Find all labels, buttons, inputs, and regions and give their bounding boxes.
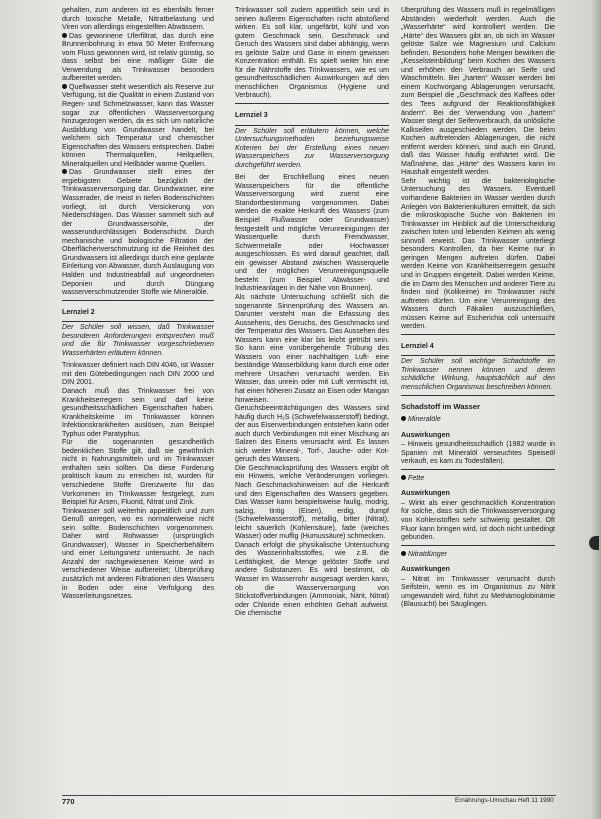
paragraph: Trinkwasser soll zudem appetitlich sein und in seinen äußeren Eigenschaften nicht abstoßend wirken. Es soll klar, ungefärbt, kühl und von gutem Geschmack sein. Geschmack und Geruch des Wassers sind dabei abhängig, wenn es gelöste Salze und Gase in einem gewissen Konzentration enthält. Es spielt weiter hin eine für die Nährstoffe des Trinkwassers, wie es um gesundheitsschädlichen Auswirkungen auf den menschlichen Organismus (Hygiene und Verbrauch). [235, 6, 389, 104]
bullet-icon [401, 551, 406, 556]
paragraph: Überprüfung des Wassers muß in regelmäßigen Abständen wiederholt werden. Auch die „Wasserhärte“ wird kontrolliert werden. Die „Härte“ des Wassers gibt an, ob sich im Wasser gelöste Salze wie Magnesium und Calcium befinden. Besonders hohe Mengen bewirken die „Kesselsteinbildung“ beim Kochen des Wassers und erhöhen den Verbrauch an Seife und Waschmitteln. Bei „harten“ Wasser werden bei einem Kochvorgang Ablagerungen verursacht, zum Beispiel die „Geschmack des Kaffees oder des Tees aufgrund der Reaktionsfähigkeit ändern“. Bei der Verwendung von „hartem“ Wasser steigt der Seifenverbrauch, da unlösliche Kalkseifen ausgeschieden werden. Die beim Kochen auftretenden Ablagerungen, die nicht entfernt werden können, sind auch ein Grund, daß das Wasser häufig enthärtet wird. Die Maßnahme, das „Härte“ des Wassers kann im Haushalt eingestellt werden. [401, 6, 555, 177]
footer-rule [62, 795, 556, 796]
section-heading: Lernziel 3 [235, 111, 268, 120]
paragraph: – Wirkt als einer geschmacklich Konzentration für solche, dass sich die Trinkwasserversorgung von Kohlenstoffen sehr schwierig gestaltet. Oft Fluor kann bringen wird, ist doch nicht unbedingt gebunden. [401, 499, 555, 546]
paragraph: Trinkwasser definiert nach DIN 4046, ist Wasser mit den Gütebedingungen nach DIN 2000 und DIN 2001. [62, 361, 214, 387]
paragraph-text: Das Grundwasser stellt eines der ergiebigsten Gebiete bezüglich der Trinkwasserversorgung dar. Grundwasser, eine Wasserader, die meist in tiefen Bodenschichten vorliegt, ist durch Versickerung von Niederschlägen. Das Wasser sammelt sich auf der Grundwassersohle, der wasserundurchlässigen Bodenschicht. Durch mechanische und biologische Filtration der Oberflächenverschmutzung ist die Reinheit des Grundwassers ist allerdings durch eine geplante Einleitung von Abwasser, durch Auslaugung von Halden und Industrieabfall auf ungeordneten Deponien und durch Düngung wasserverschmutzender Stoffe wie Mineralöle. [62, 168, 214, 297]
text-column-right [401, 6, 555, 796]
bullet-icon [62, 84, 67, 89]
paragraph: Geruchsbeeinträchtigungen des Wassers sind häufig durch H₂S (Schwefelwasserstoff) bedingt, der aus Eisenverbindungen entstehen kann oder auch durch Verbindungen mit einer Mischung an Salzen des Eisens verursacht wird. Es lassen sich weiter Mineral-, Torf-, Jauche- oder Kot-geruch des Wassers. [235, 404, 389, 464]
bullet-icon [401, 475, 406, 480]
learning-objective: Der Schüler soll erläutern können, welche Untersuchungsmethoden beziehungsweise Kriterien bei der Erstellung eines neuen Wasserspeichers zur Wasserversorgung durchgeführt werden. [235, 126, 389, 169]
text-column-left [62, 6, 214, 796]
paragraph-text: Quellwasser steht wesentlich als Reserve zur Verfügung, ist die Qualität in einem Zustand von Regen- und Schmelzwasser, kann das Wasser sogar zur öffentlichen Wasserversorgung hinzugezogen werden, da es sich um natürliche Ausbildung von Grundwasser handelt, bei welchem sich Temperatur und chemischer Eigenschaften des Wassers entsprechen. Dabei können Thermalquellen, Heilquellen, Mineralquellen und Heilbäder warme Quellen. [62, 82, 214, 168]
effects-heading: Auswirkungen [401, 565, 450, 574]
bullet-item [401, 474, 555, 483]
section-heading: Lernziel 4 [401, 341, 434, 350]
bullet-icon [62, 169, 67, 174]
paragraph: Trinkwasser soll weiterhin appetitlich und zum Genuß anregen, wo es normalerweise nicht sein sollte. Bodenschichten vorgenommen. Daher wird Rohwasser (ursprünglich Grundwasser), Wasser in Speicherbehältern und einer Leitungsnetz untersucht. Je nach Anzahl der nachgewiesenen Keime wird in verschiedener Weise aufbereitet; Überprüfung zusätzlich mit anderen Filtrationen des Wassers in Boden oder eine Verfolgung des Wasserleitungsnetzes. [62, 506, 214, 601]
paragraph: Danach erfolgt die physikalische Untersuchung des Wasserinhaltsstoffes, wie z.B. die Leitfähigkeit, die Menge gelöster Stoffe und andere Substanzen. Es wird bestimmt, ob Wasser im Wasserrohr ausgesagt werden kann, ob die Wasserversorgung von Stickstoffverbindungen (Ammoniak, Nitrit, Nitrat) oder Chloride einen erhöhten Gehalt aufweist. Die chemische [235, 540, 389, 618]
paragraph-text: Das gewonnene Uferfiltrat, das durch eine Brunnenbohrung in etwa 50 Meter Entfernung vom Fluss gewonnen wird, ist relativ günstig, so dass selbst bei eine mäßiger Güte die Verwendung als Trinkwasser besonders aufbereitet werden. [62, 31, 214, 83]
paragraph: Danach muß das Trinkwasser frei von Krankheitserregern sein und darf keine gesundheitsschädlichen Eigenschaften haben. Krankheitskeime im Trinkwasser können Infektionskrankheiten auslösen, zum Beispiel Typhus oder Paratyphus. [62, 386, 214, 438]
item-label: Fette [408, 473, 425, 482]
bullet-paragraph [62, 83, 214, 168]
learning-objective: Der Schüler soll wichtige Schadstoffe im Trinkwasser nennen können und deren schädliche Wirkung, hauptsächlich auf den menschlichen Organismus beschreiben können. [401, 355, 555, 395]
bullet-icon [62, 33, 67, 38]
paragraph: – Nitrat im Trinkwasser verursacht durch Seifstein, wenn es im Organismus zu Nitrit umgewandelt wird, führt zu Methämoglobinämie (Blausucht) bei Säuglingen. [401, 574, 555, 609]
page-number: 770 [62, 797, 75, 806]
paragraph: gehalten, zum anderen ist es ebenfalls ferner durch toxische Metalle, Nitratbelastung und Viren von allerdings eingestellten Abwässern. [62, 6, 214, 32]
bullet-item [401, 550, 555, 559]
paragraph: – Hinweis gesundheitsschädlich (1982 wurde in Spanien mit Mineralöl verseuchtes Speiseöl verkauft, es kam zu Todesfällen). [401, 440, 555, 470]
item-label: Mineralöle [408, 415, 441, 424]
effects-heading: Auswirkungen [401, 430, 450, 439]
source-line: Ernährungs-Umschau Heft 11 1990 [455, 797, 554, 804]
item-label: Nitratdünger [408, 549, 448, 558]
paragraph: Bei der Erschließung eines neuen Wasserspeichers für die öffentliche Wasserversorgung wird zuerst eine Standortbestimmung vorgenommen. Dabei werden die exakte Herkunft des Wassers (zum Beispiel Flußwasser oder Grundwasser) festgestellt und mögliche Verunreinigungen der Wasserquelle durch Fremdwasser, Schwermetalle oder Hochwasser ausgeschlossen. Es wird darauf geachtet, daß ein gewisser Abstand zwischen Wasserquelle und der möglichen Verunreinigungsquelle besteht (zum Beispiel Abwässer- und Industrieanlagen in der Nähe von Brunnen). [235, 173, 389, 293]
effects-heading: Auswirkungen [401, 489, 450, 498]
paragraph: Sehr wichtig ist die bakteriologische Untersuchung des Wassers. Eventuell vorhandene Bakterien im Wasser werden durch Anlegen von Bakterienkulturen ermittelt, da sich die mikroskopische Suche von Bakterien im Trinkwasser im Hinblick auf die Unterscheidung zwischen toten und lebenden Keimen als wenig sinnvoll erweist. Das Trinkwasser unterliegt besonders Kontrollen, da hier Keime nur in geringen Mengen auftreten dürfen. Dabei werden Keime von Krankheitserregern gesucht und in Gruppen eingeteilt. Dabei werden Keime, die im Darm des Menschen und anderer Tiere zu finden sind (Kolikeime) im Trinkwasser nicht auftreten dürfen. Um eine Verunreinigung des Wassers durch Fäkalien auszuschließen, müssen Keime auf Escherichia coli untersucht werden. [401, 177, 555, 335]
bullet-item [401, 415, 555, 424]
page-edge-shadow [591, 0, 601, 819]
section-heading: Lernziel 2 [62, 307, 95, 316]
learning-objective: Der Schüler soll wissen, daß Trinkwasser besonderen Anforderungen entsprechen muß und die für Trinkwasser vorgeschriebenen Wasserhärten erläutern können. [62, 323, 214, 357]
bullet-paragraph [62, 168, 214, 300]
text-column-middle [235, 6, 389, 796]
subsection-heading: Schadstoff im Wasser [401, 401, 481, 411]
paragraph: Als nächste Untersuchung schließt sich die sogenannte Sinnenprüfung des Wassers an. Darunter versteht man die Erfassung des Aussehens, des Geruchs, des Geschmacks und der Temperatur des Wassers. Das Aussehen des Wassers kann eine klar bis leicht getrübt sein. So kann eine vorübergehende Trübung des Wassers von einer nachhaltigen Luft- eine beständige Wasserbildung kann durch eine oder mehrere Ursachen verursacht werden. Ein Wasser, das unrein oder mit Luft vermischt ist, hat einen höheren Zusatz an Eisen oder Mangan hinweisen. [235, 292, 389, 404]
paragraph: Für die sogenannten gesundheitlich bedenklichen Stoffe gilt, daß sie gewöhnlich nicht in Nahrungsmitteln und im Trinkwasser enthalten sein sollten. Da diese Forderung praktisch kaum zu erreichen ist, wurden für verschiedene Stoffe Grenzwerte für das Vorkommen im Trinkwasser festgelegt, zum Beispiel für Arsen, Fluorid, Nitrat und Zink. [62, 438, 214, 507]
paragraph: Die Geschmacksprüfung des Wassers ergibt oft ein Hinweis, welche Veränderungen vorliegen. Nach Geschmackshinweisen auf die Herkunft und den Eigenschaften des Wassers gegeben. Das Wasser kann beispielsweise faulig, modrig, salzig, tintig (Eisen), erdig, dumpf (Schwefelwasserstoff), metallig, bitter (Nitrat), leicht säuerlich (Kohlensäure), fade (weiches Wasser) oder muffig (Humussäure) schmecken. [235, 463, 389, 541]
bullet-paragraph [62, 32, 214, 83]
bullet-icon [401, 416, 406, 421]
